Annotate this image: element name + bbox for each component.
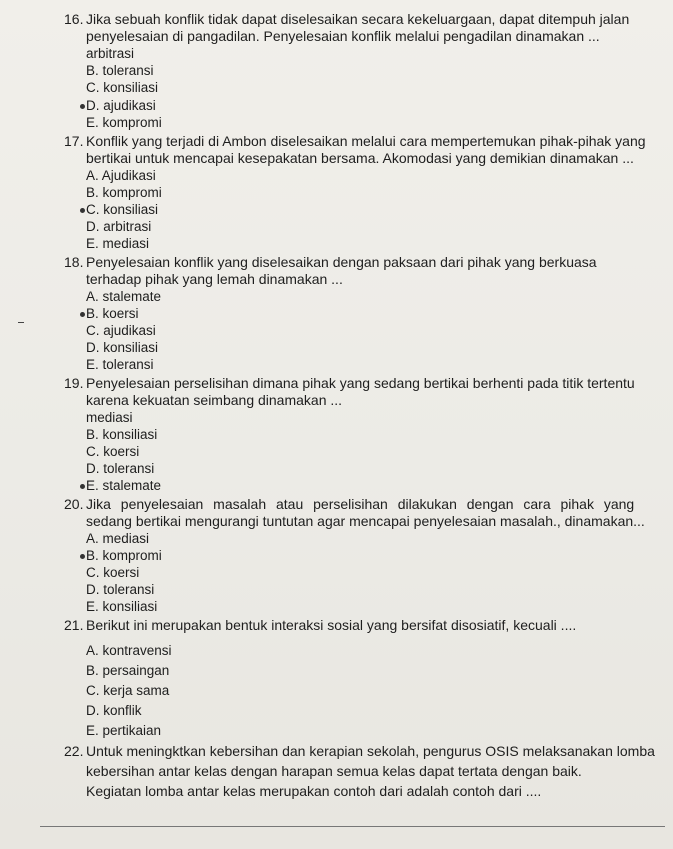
answer-mark: [80, 484, 85, 489]
question-19-number: 19.: [64, 375, 84, 391]
question-17-number: 17.: [64, 133, 84, 149]
question-16-option: arbitrasi: [86, 46, 135, 61]
question-20-option: E. konsiliasi: [86, 599, 158, 614]
question-18-option: D. konsiliasi: [86, 340, 159, 355]
answer-mark: [80, 104, 85, 109]
question-17-option: A. Ajudikasi: [86, 168, 156, 183]
question-18-number: 18.: [64, 254, 84, 270]
question-18-option: A. stalemate: [86, 289, 162, 304]
answer-mark: [80, 312, 85, 317]
question-16-option: B. toleransi: [86, 63, 154, 78]
question-22-line-3: Kegiatan lomba antar kelas merupakan contoh dari adalah contoh dari ....: [86, 783, 542, 799]
question-21-option: C. kerja sama: [86, 683, 170, 698]
divider: [40, 826, 665, 827]
question-19-option: C. koersi: [86, 444, 140, 459]
question-17-option: C. konsiliasi: [86, 202, 159, 217]
question-20-line-1: Jika penyelesaian masalah atau perselisihan dilakukan dengan cara pihak yang: [86, 496, 635, 512]
question-20-option: B. kompromi: [86, 548, 162, 563]
question-19-option: D. toleransi: [86, 461, 155, 476]
question-17-line-1: Konflik yang terjadi di Ambon diselesaikan melalui cara mempertemukan pihak-pihak yang: [86, 133, 646, 149]
question-20-option: C. koersi: [86, 565, 140, 580]
question-18-line-1: Penyelesaian konflik yang diselesaikan dengan paksaan dari pihak yang berkuasa: [86, 254, 597, 270]
question-22-line-1: Untuk meningktkan kebersihan dan kerapian sekolah, pengurus OSIS melaksanakan lomba: [86, 743, 655, 759]
question-20-number: 20.: [64, 496, 84, 512]
answer-mark: [80, 208, 85, 213]
question-22-line-2: kebersihan antar kelas dengan harapan semua kelas dapat tertata dengan baik.: [86, 763, 582, 779]
question-22-number: 22.: [64, 743, 84, 759]
question-16-line-1: Jika sebuah konflik tidak dapat diselesaikan secara kekeluargaan, dapat ditempuh jalan: [86, 11, 630, 27]
question-19-line-2: karena kekuatan seimbang dinamakan ...: [86, 392, 343, 408]
question-16-option: E. kompromi: [86, 115, 162, 130]
question-20-line-2: sedang bertikai mengurangi tuntutan agar mencapai penyelesaian masalah., dinamakan...: [86, 513, 645, 529]
question-21-option: D. konflik: [86, 703, 142, 718]
question-21-option: A. kontravensi: [86, 643, 172, 658]
question-17-option: D. arbitrasi: [86, 219, 152, 234]
question-16-line-2: penyelesaian di pangadilan. Penyelesaian konflik melalui pengadilan dinamakan ...: [86, 28, 600, 44]
question-17-option: B. kompromi: [86, 185, 162, 200]
question-18-option: B. koersi: [86, 306, 139, 321]
question-19-option: E. stalemate: [86, 478, 162, 493]
question-18-line-2: terhadap pihak yang lemah dinamakan ...: [86, 271, 343, 287]
question-17-line-2: bertikai untuk mencapai kesepakatan bersama. Akomodasi yang demikian dinamakan ...: [86, 150, 634, 166]
question-16-option: C. konsiliasi: [86, 80, 159, 95]
margin-mark: [18, 322, 24, 323]
question-17-option: E. mediasi: [86, 236, 150, 251]
question-16-number: 16.: [64, 11, 84, 27]
answer-mark: [80, 554, 85, 559]
question-21-option: B. persaingan: [86, 663, 170, 678]
question-21-number: 21.: [64, 617, 84, 633]
question-21-line-1: Berikut ini merupakan bentuk interaksi sosial yang bersifat disosiatif, kecuali ....: [86, 617, 577, 633]
question-20-option: A. mediasi: [86, 531, 150, 546]
question-19-line-1: Penyelesaian perselisihan dimana pihak yang sedang bertikai berhenti pada titik tertentu: [86, 375, 635, 391]
question-19-option: mediasi: [86, 410, 133, 425]
question-16-option: D. ajudikasi: [86, 98, 156, 113]
question-18-option: E. toleransi: [86, 357, 154, 372]
question-20-option: D. toleransi: [86, 582, 155, 597]
question-19-option: B. konsiliasi: [86, 427, 158, 442]
question-18-option: C. ajudikasi: [86, 323, 156, 338]
question-21-option: E. pertikaian: [86, 723, 162, 738]
